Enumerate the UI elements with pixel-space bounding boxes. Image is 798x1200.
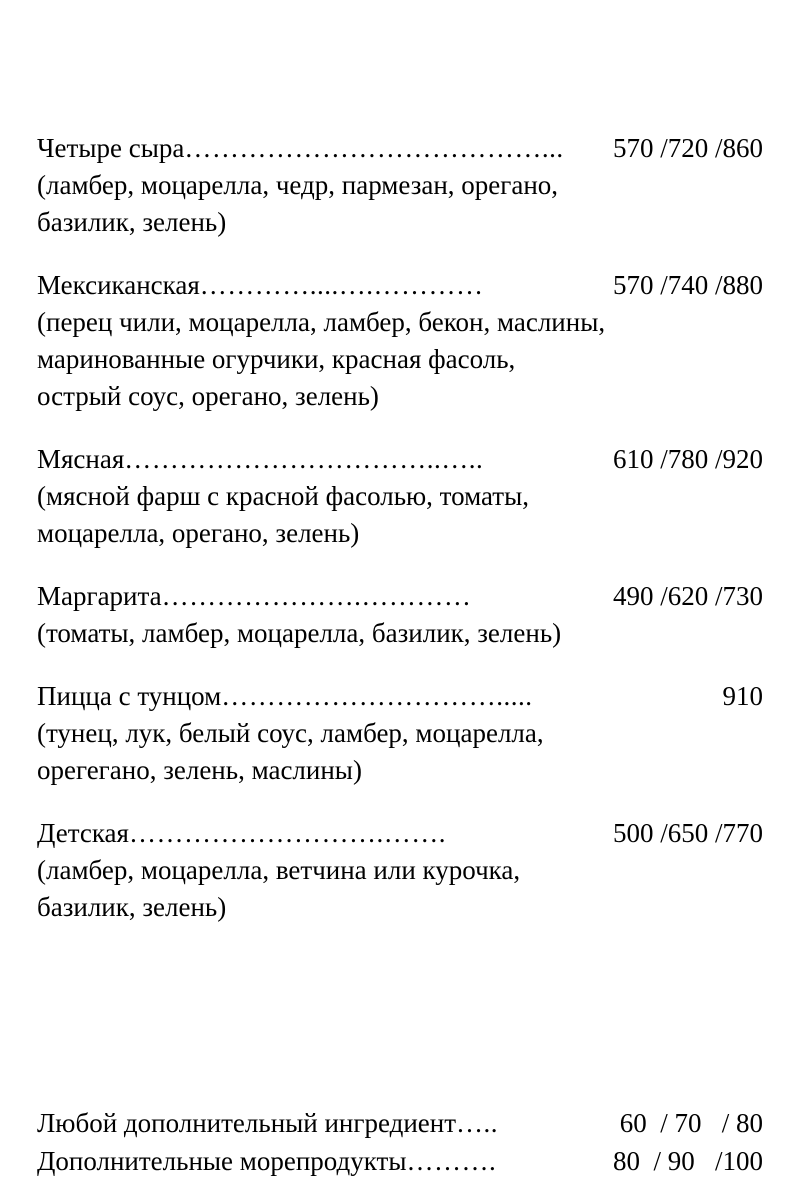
- description-line: (перец чили, моцарелла, ламбер, бекон, маслины,: [37, 307, 606, 337]
- menu-item-title-line: [37, 578, 763, 615]
- menu-item-description: [37, 304, 763, 415]
- menu-item: [37, 130, 763, 241]
- menu-item-price: 570 /720 /860: [612, 133, 763, 163]
- menu-item-price: 570 /740 /880: [612, 270, 763, 300]
- menu-item-description: [37, 715, 763, 789]
- description-line: (ламбер, моцарелла, чедр, пармезан, орегано,: [37, 170, 559, 200]
- menu-item-description: [37, 852, 763, 926]
- leader-dots: …………………………………...: [184, 133, 564, 163]
- menu-item: [37, 815, 763, 926]
- extras-item: [37, 1104, 763, 1142]
- description-line: маринованные огурчики, красная фасоль,: [37, 344, 516, 374]
- description-line: моцарелла, орегано, зелень): [37, 518, 360, 548]
- description-line: (тунец, лук, белый соус, ламбер, моцарелла,: [37, 718, 544, 748]
- leader-dots: ………………….…………: [161, 581, 472, 611]
- description-line: острый соус, орегано, зелень): [37, 381, 379, 411]
- pizza-list: [37, 130, 763, 926]
- menu-item: [37, 441, 763, 552]
- description-line: базилик, зелень): [37, 207, 227, 237]
- extras-item-name: Дополнительные морепродукты: [37, 1146, 407, 1176]
- menu-item-description: [37, 167, 763, 241]
- menu-item-price: 500 /650 /770: [612, 818, 763, 848]
- menu-item-title-line: [37, 267, 763, 304]
- leader-dots: ……….: [406, 1146, 497, 1176]
- menu-item-price: 490 /620 /730: [612, 581, 763, 611]
- menu-item-name: Мексиканская: [37, 270, 200, 300]
- menu-item-description: [37, 615, 763, 652]
- leader-dots: ……………………………..…..: [124, 444, 484, 474]
- description-line: (ламбер, моцарелла, ветчина или курочка,: [37, 855, 521, 885]
- menu-item-description: [37, 478, 763, 552]
- menu-item-name: Четыре сыра: [37, 133, 185, 163]
- menu-item-title-line: [37, 815, 763, 852]
- leader-dots: …………....….…………: [199, 270, 484, 300]
- menu-item: [37, 678, 763, 789]
- menu-item-title-line: [37, 678, 763, 715]
- leader-dots: ………………………….....: [221, 681, 533, 711]
- menu-item-title-line: [37, 130, 763, 167]
- menu-item-title-line: [37, 441, 763, 478]
- leader-dots: …..: [456, 1108, 499, 1138]
- description-line: (мясной фарш с красной фасолью, томаты,: [37, 481, 529, 511]
- menu-item-name: Маргарита: [37, 581, 162, 611]
- extras-item-price: 60 / 70 / 80: [619, 1108, 763, 1138]
- menu-item: [37, 578, 763, 652]
- menu-item: [37, 267, 763, 415]
- menu-item-name: Пицца с тунцом: [37, 681, 222, 711]
- description-line: орегегано, зелень, маслины): [37, 755, 362, 785]
- description-line: (томаты, ламбер, моцарелла, базилик, зелень): [37, 618, 562, 648]
- leader-dots: ……………………….…….: [128, 818, 446, 848]
- extras-item-price: 80 / 90 /100: [612, 1146, 763, 1176]
- extras-list: [37, 1104, 763, 1180]
- menu-item-name: Детская: [37, 818, 129, 848]
- extras-item: [37, 1142, 763, 1180]
- menu-item-name: Мясная: [37, 444, 125, 474]
- description-line: базилик, зелень): [37, 892, 227, 922]
- menu-item-price: 610 /780 /920: [612, 444, 763, 474]
- extras-item-name: Любой дополнительный ингредиент: [37, 1108, 457, 1138]
- menu-item-price: 910: [715, 681, 763, 711]
